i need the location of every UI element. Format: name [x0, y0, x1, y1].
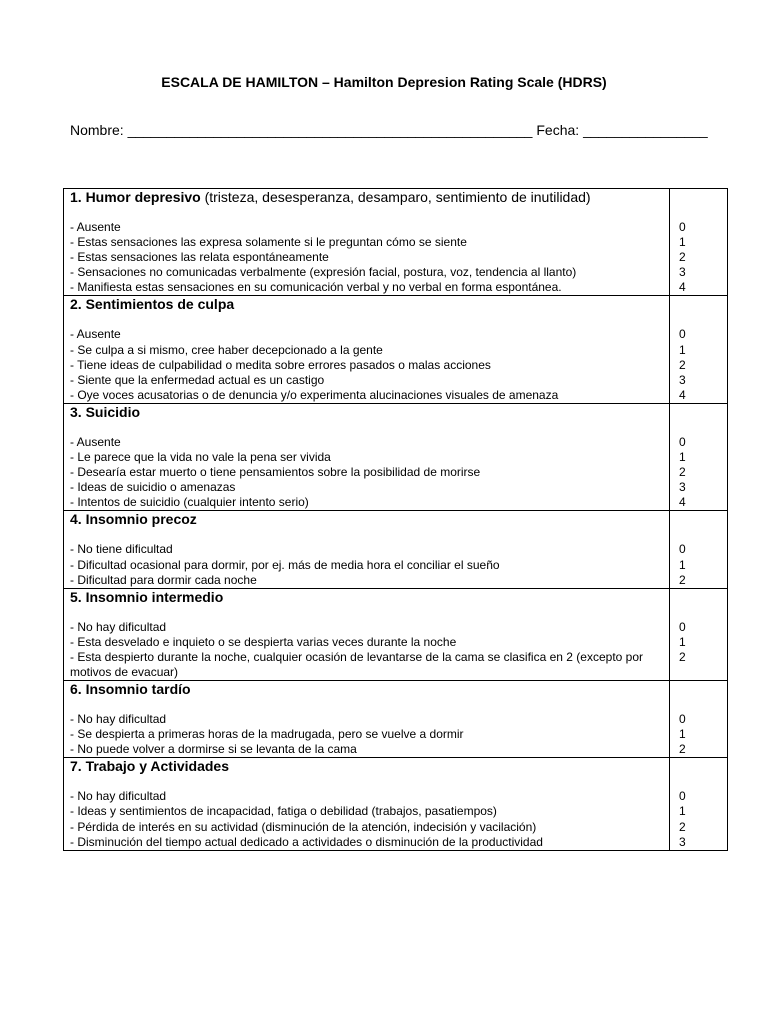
score-value[interactable]: 1: [679, 450, 686, 465]
section-item: - Intentos de suicidio (cualquier intento serio): [70, 495, 309, 510]
score-value[interactable]: 0: [679, 220, 686, 234]
section-description-cell: [64, 681, 670, 758]
scale-section-row: [64, 681, 728, 758]
section-scores: [679, 789, 727, 849]
section-item: - Dificultad ocasional para dormir, por ej. más de media hora el conciliar el sueño: [70, 557, 500, 572]
section-item: - Ausente: [70, 327, 121, 342]
score-value[interactable]: 3: [679, 480, 686, 495]
document-title: ESCALA DE HAMILTON – Hamilton Depresion Rating Scale (HDRS): [161, 74, 607, 90]
scale-section-row: [64, 189, 728, 296]
name-date-line: [70, 122, 708, 138]
score-value[interactable]: 1: [679, 634, 686, 649]
section-item: - No tiene dificultad: [70, 542, 173, 557]
section-title: [70, 758, 664, 774]
section-item: - No puede volver a dormirse si se levanta de la cama: [70, 742, 357, 757]
section-item: - Disminución del tiempo actual dedicado a actividades o disminución de la productividad: [70, 834, 543, 849]
section-description-cell: [64, 511, 670, 588]
date-field[interactable]: ________________: [583, 122, 708, 138]
score-value[interactable]: 0: [679, 619, 686, 634]
section-description-cell: [64, 403, 670, 510]
section-items: [70, 327, 664, 402]
section-title: [70, 589, 664, 605]
section-title-bold: 3. Suicidio: [70, 403, 141, 420]
section-title-bold: 5. Insomnio intermedio: [70, 588, 224, 605]
section-score-cell: [670, 403, 728, 510]
section-items: [70, 712, 664, 757]
section-description-cell: [64, 758, 670, 850]
section-title-bold: 6. Insomnio tardío: [70, 681, 191, 698]
section-item: - Esta despierto durante la noche, cualquier ocasión de levantarse de la cama se clasifica en 2 (excepto por motivos de evacuar): [70, 649, 643, 679]
section-item: - Ausente: [70, 434, 121, 449]
section-item: - Ideas y sentimientos de incapacidad, fatiga o debilidad (trabajos, pasatiempos): [70, 804, 497, 819]
score-value[interactable]: 3: [679, 372, 686, 387]
score-value[interactable]: 4: [679, 280, 686, 295]
section-item: - Estas sensaciones las expresa solamente si le preguntan cómo se siente: [70, 235, 467, 250]
score-value[interactable]: 2: [679, 649, 686, 664]
section-score-cell: [670, 511, 728, 588]
section-item: - No hay dificultad: [70, 712, 167, 727]
section-score-cell: [670, 758, 728, 850]
section-title: [70, 511, 664, 527]
name-field[interactable]: ____________________________________________________: [127, 122, 533, 138]
section-item: - Desearía estar muerto o tiene pensamientos sobre la posibilidad de morirse: [70, 465, 481, 480]
hamilton-scale-table: [63, 188, 728, 851]
score-value[interactable]: 0: [679, 542, 686, 557]
score-value[interactable]: 0: [679, 327, 686, 342]
section-item: - Le parece que la vida no vale la pena ser vivida: [70, 450, 331, 465]
section-subtitle: (tristeza, desesperanza, desamparo, sentimiento de inutilidad): [200, 189, 591, 205]
section-title: [70, 681, 664, 697]
score-value[interactable]: 0: [679, 789, 686, 804]
section-scores: [679, 327, 727, 402]
section-scores: [679, 542, 727, 587]
section-score-cell: [670, 681, 728, 758]
section-item: - No hay dificultad: [70, 789, 167, 804]
section-scores: [679, 220, 727, 295]
score-value[interactable]: 4: [679, 387, 686, 402]
section-items: [70, 435, 664, 510]
section-description-cell: [64, 189, 670, 296]
section-score-cell: [670, 296, 728, 403]
section-item: - Tiene ideas de culpabilidad o medita sobre errores pasados o malas acciones: [70, 357, 491, 372]
section-item: - Ausente: [70, 220, 121, 234]
section-items: [70, 789, 664, 849]
scale-section-row: [64, 758, 728, 850]
scale-section-row: [64, 511, 728, 588]
score-value[interactable]: 1: [679, 804, 686, 819]
section-description-cell: [64, 588, 670, 680]
score-value[interactable]: 2: [679, 357, 686, 372]
section-title-bold: 7. Trabajo y Actividades: [70, 758, 229, 775]
score-value[interactable]: 2: [679, 572, 686, 587]
score-value[interactable]: 2: [679, 250, 686, 265]
section-title-bold: 1. Humor depresivo: [70, 189, 201, 205]
section-title-bold: 2. Sentimientos de culpa: [70, 296, 235, 313]
scale-section-row: [64, 588, 728, 680]
section-item: - Ideas de suicidio o amenazas: [70, 480, 236, 495]
section-score-cell: [670, 588, 728, 680]
date-label: Fecha:: [536, 122, 580, 138]
section-item: - Sensaciones no comunicadas verbalmente (expresión facial, postura, voz, tendencia al llanto): [70, 265, 577, 280]
score-value[interactable]: 1: [679, 235, 686, 250]
name-label: Nombre:: [70, 122, 124, 138]
section-description-cell: [64, 296, 670, 403]
section-score-cell: [670, 189, 728, 296]
section-item: - No hay dificultad: [70, 619, 167, 634]
score-value[interactable]: 2: [679, 819, 686, 834]
section-item: - Siente que la enfermedad actual es un castigo: [70, 372, 325, 387]
section-scores: [679, 620, 727, 665]
scale-section-row: [64, 296, 728, 403]
section-item: - Manifiesta estas sensaciones en su comunicación verbal y no verbal en forma espontánea.: [70, 280, 562, 295]
score-value[interactable]: 1: [679, 557, 686, 572]
section-item: - Oye voces acusatorias o de denuncia y/o experimenta alucinaciones visuales de amenaza: [70, 387, 559, 402]
section-title: [70, 404, 664, 420]
section-item: - Esta desvelado e inquieto o se despierta varias veces durante la noche: [70, 634, 457, 649]
section-item: - Estas sensaciones las relata espontáneamente: [70, 250, 329, 265]
section-title: [70, 296, 664, 312]
scale-section-row: [64, 403, 728, 510]
score-value[interactable]: 0: [679, 434, 686, 449]
score-value[interactable]: 2: [679, 465, 686, 480]
score-value[interactable]: 3: [679, 834, 686, 849]
score-value[interactable]: 2: [679, 742, 686, 757]
section-item: - Pérdida de interés en su actividad (disminución de la atención, indecisión y vacilación): [70, 819, 537, 834]
score-value[interactable]: 1: [679, 342, 686, 357]
section-items: [70, 220, 664, 295]
score-value[interactable]: 3: [679, 265, 686, 280]
section-item: - Se culpa a si mismo, cree haber decepcionado a la gente: [70, 342, 383, 357]
score-value[interactable]: 0: [679, 712, 686, 727]
section-title: [70, 189, 664, 205]
section-title-bold: 4. Insomnio precoz: [70, 511, 197, 528]
score-value[interactable]: 1: [679, 727, 686, 742]
section-item: - Dificultad para dormir cada noche: [70, 572, 257, 587]
section-items: [70, 542, 664, 587]
section-scores: [679, 435, 727, 510]
section-scores: [679, 712, 727, 757]
section-item: - Se despierta a primeras horas de la madrugada, pero se vuelve a dormir: [70, 727, 464, 742]
score-value[interactable]: 4: [679, 495, 686, 510]
section-items: [70, 620, 664, 680]
